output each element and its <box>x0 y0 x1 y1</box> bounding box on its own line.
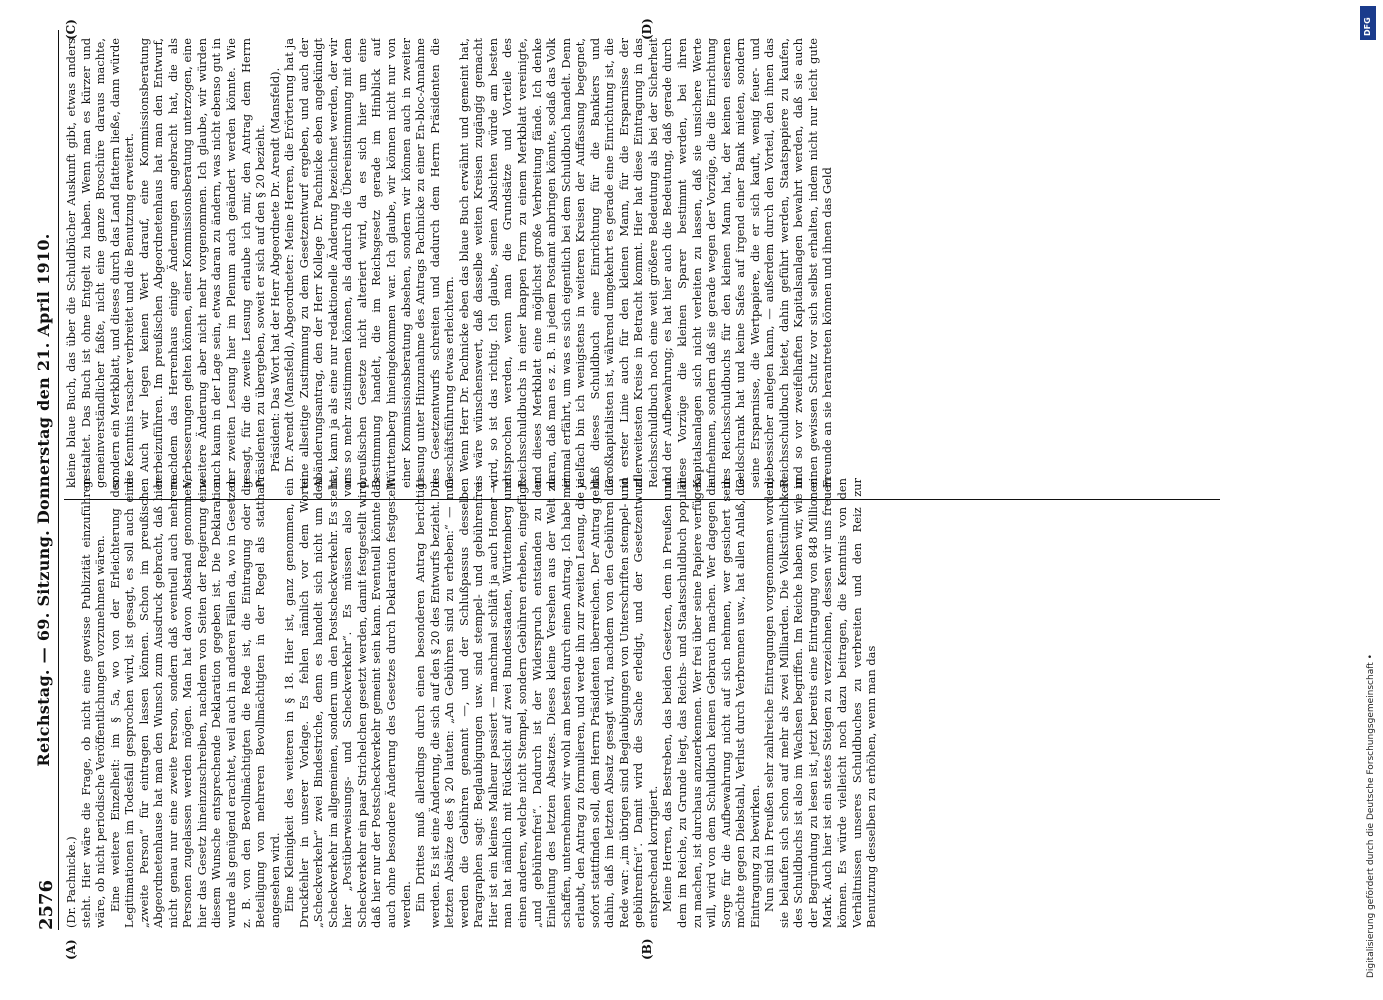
paragraph: Wenn Herr Dr. Pachnicke eben das blaue Buch erwähnt und gemeint hat, es wäre wünschenswert, daß dasselbe weiten Kreisen zugängig gemacht wird, so ist das richtig. Ich glaube, seinen Absichten würde am besten entsprochen werden, wenn man die Grundsätze und Vorteile des Reichsschuldbuchs in einer knappen Form zu einem Merkblatt vereinigte, und dieses Merkblatt eine möglichst große Verbreitung fände. Ich denke daran, daß man es z. B. in jedem Postamt anbringen könnte, sodaß das Volk einmal erfährt, um was es sich eigentlich bei dem Schuldbuch handelt. Denn vielfach bin ich wenigstens in weiteren Kreisen der Auffassung begegnet, daß dieses Schuldbuch eine Einrichtung für die Bankiers und Großkapitalisten ist, während umgekehrt es gerade eine Einrichtung ist, die in erster Linie auch für den kleinen Mann, für die Ersparnisse der allerweitesten Kreise in Betracht kommt. Hier hat diese Eintragung in das Reichsschuldbuch noch eine weit größere Bedeutung als bei der Sicherheit und der Aufbewahrung; es hat hier auch die Bedeutung, daß gerade durch diese Vorzüge die kleinen Sparer bestimmt werden, bei ihren Kapitalsanlagen sich nicht verleiten zu lassen, daß sie unsichere Werte aufnehmen, sondern daß sie gerade wegen der Vorzüge, die die Einrichtung des Reichsschuldbuchs für den kleinen Mann hat, der keinen eisernen Geldschrank hat und keine Safes auf irgend einer Bank mieten, sondern seine Ersparnisse, die Wertpapiere, die er sich kauft, wenig feuer- und diebessicher anlegen kann, — außerdem durch den Vorteil, den ihnen das Reichsschuldbuch bietet, dahin geführt werden, Staatspapiere zu kaufen, und so vor zweifelhaften Kapitalsanlagen bewahrt werden, daß sie auch einen gewissen Schutz vor sich selbst erhalten, indem nicht nur leicht gute Freunde an sie herantreten können und ihnen das Geld <box>456 38 835 488</box>
column-divider <box>64 499 1220 500</box>
margin-marker-b: (B) <box>640 938 654 960</box>
paragraph: kleine blaue Buch, das über die Schuldbücher Auskunft gibt, etwas anders gestaltet. Das Buch ist ohne Entgelt zu haben. Wenn man es kürzer und gemeinverständlicher faßte, nicht eine ganze Broschüre daraus machte, sondern ein Merkblatt, und dieses durch das Land flattern ließe, dann würde die Kenntnis rascher verbreitet und die Benutzung erweitert. <box>64 38 137 488</box>
paragraph: steht. Hier wäre die Frage, ob nicht eine gewisse Publizität einzuführen wäre, ob nicht periodische Veröffentlichungen vorzunehmen wären. <box>78 478 108 928</box>
right-column <box>64 38 1230 488</box>
speaker-bracket: (Dr. Pachnicke.) <box>64 836 78 928</box>
dfg-logo: DFG <box>1360 6 1376 40</box>
left-column <box>64 478 1230 928</box>
margin-marker-c: (C) <box>64 19 78 40</box>
running-head: Reichstag. — 69. Sitzung. Donnerstag den 21. April 1910. <box>34 233 53 767</box>
margin-marker-a: (A) <box>64 939 78 960</box>
paragraph: Dr. Arendt (Mansfeld), Abgeordneter: Meine Herren, die Erörterung hat ja eine allseitige Zustimmung zu dem Gesetzentwurf ergeben, und auch der Abänderungsantrag, den der Herr Kollege Dr. Pachnicke eben angekündigt hat, kann ja als eine nur redaktionelle Änderung bezeichnet werden, der wir uns so mehr zustimmen können, als dadurch die Übereinstimmung mit dem preußischen Gesetze nicht alteriert wird, da es sich hier um eine Bestimmung handelt, die im Reichsgesetz gerade im Hinblick auf Württemberg hineingekommen war. Ich glaube, wir können nicht nur von einer Kommissionsberatung absehen, sondern wir können auch in zweiter Lesung unter Hinzunahme des Antrags Pachnicke zu einer En-bloc-Annahme des Gesetzentwurfs schreiten und dadurch dem Herrn Präsidenten die Geschäftsführung etwas erleichtern. <box>282 38 457 488</box>
paragraph: Auch wir legen keinen Wert darauf, eine Kommissionsberatung herbeizuführen. Im preußischen Abgeordnetenhaus hat man den Entwurf, nachdem das Herrenhaus einige Änderungen angebracht hat, die als Verbesserungen gelten können, einer Kommissionsberatung unterzogen, eine weitere Änderung aber nicht mehr vorgenommen. Ich glaube, wir würden auch kaum in der Lage sein, etwas daran zu ändern, was nicht ebenso gut in der zweiten Lesung hier im Plenum auch geändert werden könnte. Wie gesagt, für die zweite Lesung erlaube ich mir, den Antrag dem Herrn Präsidenten zu übergeben, soweit er sich auf den § 20 bezieht. <box>136 38 268 488</box>
president-line: Präsident: Das Wort hat der Herr Abgeordnete Dr. Arendt (Mansfeld). <box>267 67 282 472</box>
paragraph: Eine Kleinigkeit des weiteren in § 18. Hier ist, ganz genommen, ein Druckfehler in unserer Vorlage. Es fehlen nämlich vor dem Worte „Scheckverkehr“ zwei Bindestriche, denn es handelt sich nicht um den Scheckverkehr im allgemeinen, sondern um den Postscheckverkehr. Es steht hier „Postüberweisungs- und Scheckverkehr“. Es müssen also vor Scheckverkehr ein paar Strichelchen gesetzt werden, damit festgestellt wird, daß hier nur der Postscheckverkehr gemeint sein kann. Eventuell könnte das auch ohne besondere Änderung des Gesetzes durch Deklaration festgestellt werden. <box>282 478 413 928</box>
paragraph: Eine weitere Einzelheit: im § 5a, wo von der Erleichterung der Legitimationen im Todesfall gesprochen wird, ist gesagt, es soll auch eine „zweite Person“ für eintragen lassen können. Schon im preußischen Abgeordnetenhause hat man den Wunsch zum Ausdruck gebracht, daß hier nicht genau nur eine zweite Person, sondern daß eventuell auch mehrere Personen zugelassen werden mögen. Man hat davon Abstand genommen, hier das Gesetz hineinzuschreiben, nachdem von Seiten der Regierung eine diesem Wunsche entsprechende Deklaration gegeben ist. Die Deklaration wurde als genügend erachtet, weil auch in anderen Fällen da, wo in Gesetzen z. B. von den Bevollmächtigten die Rede ist, die Eintragung oder die Beteiligung von mehreren Bevollmächtigten in der Regel als statthaft angesehen wird. <box>107 478 282 928</box>
page-number: 2576 <box>36 879 57 930</box>
paragraph: Nun sind in Preußen sehr zahlreiche Eintragungen vorgenommen worden; sie belaufen sich schon auf mehr als zwei Milliarden. Die Volkstümlichkeit des Schuldbuchs ist also im Wachsen begriffen. Im Reiche haben wir, wie in der Begründung zu lesen ist, jetzt bereits eine Eintragung von 848 Millionen Mark. Auch hier ist ein stetes Steigen zu verzeichnen, dessen wir uns freuen können. Es würde vielleicht noch dazu beitragen, die Kenntnis von den Verhältnissen unseres Schuldbuches zu verbreiten und den Reiz zur Benutzung desselben zu erhöhen, wenn man das <box>762 478 879 928</box>
paragraph: Ein Drittes muß allerdings durch einen besonderen Antrag berichtigt werden. Es ist eine Änderung, die sich auf den § 20 des Entwurfs bezieht. Die letzten Absätze des § 20 lauten: „An Gebühren sind zu erheben:“ — nun werden die Gebühren genannt —, und der Schlußpassus desselben Paragraphen sagt: Beglaubigungen usw. sind stempel- und gebührenfrei. Hier ist ein kleines Malheur passiert — manchmal schläft ja auch Homer —; man hat nämlich mit Rücksicht auf zwei Bundesstaaten, Württemberg und einen anderen, welche nicht Stempel, sondern Gebühren erheben, eingefügt: „und gebührenfrei“. Dadurch ist der Widerspruch entstanden zu der Einleitung des letzten Absatzes. Dieses kleine Versehen aus der Welt zu schaffen, unternehmen wir wohl am besten durch einen Antrag. Ich habe mir erlaubt, den Antrag zu formulieren, und werde ihn zur zweiten Lesung, die ja sofort stattfinden soll, dem Herrn Präsidenten überreichen. Der Antrag geht dahin, daß im letzten Absatz gesagt wird, nachdem von den Gebühren die Rede war: „im übrigen sind Beglaubigungen von Unterschriften stempel- und gebührenfrei“. Damit wird die Sache erledigt, und der Gesetzentwurf entsprechend korrigiert. <box>413 478 660 928</box>
paragraph: Meine Herren, das Bestreben, das beiden Gesetzen, dem in Preußen und dem im Reiche, zu Grunde liegt, das Reichs- und Staatsschuldbuch populär zu machen, ist durchaus anzuerkennen. Wer frei über seine Papiere verfügen will, wird von dem Schuldbuch keinen Gebrauch machen. Wer dagegen die Sorge für die Aufbewahrung nicht auf sich nehmen, wer gesichert sein möchte gegen Diebstahl, Verlust durch Verbrennen usw., hat allen Anlaß, die Eintragung zu bewirken. <box>660 478 762 928</box>
margin-marker-d: (D) <box>640 18 654 40</box>
header-rule <box>58 30 59 930</box>
digitization-credit: Digitalisierung gefördert durch die Deutsche Forschungsgemeinschaft • <box>1366 654 1376 978</box>
